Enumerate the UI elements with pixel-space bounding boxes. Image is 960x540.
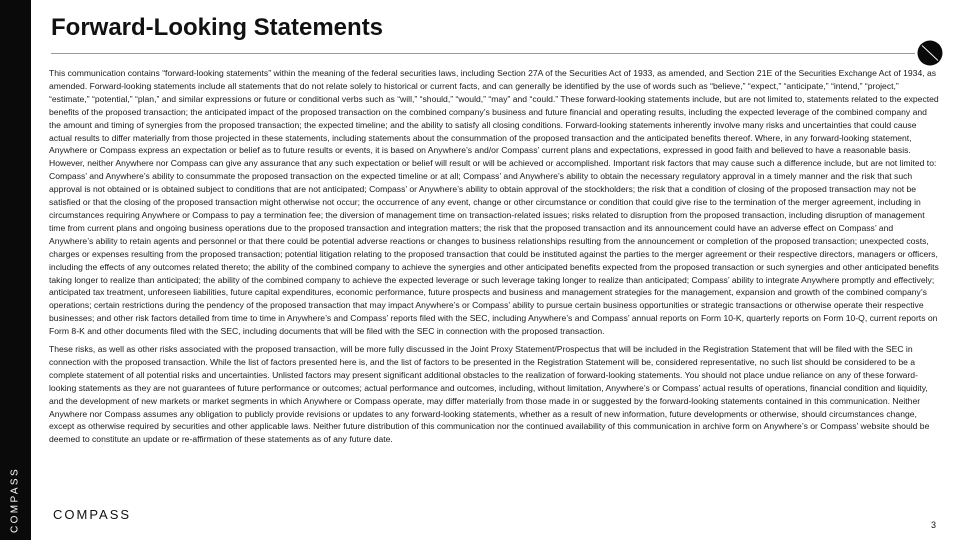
footer-logo: COMPASS [53,507,132,522]
page-number: 3 [930,520,936,530]
disclaimer-paragraph: This communication contains “forward-looking statements” within the meaning of the federal securities laws, including Section 27A of the Securities Act of 1933, as amended, and Section 21E of the Securities Exchange Act of 1934, as amended. Forward-looking statements include all statements that do not relate solely to historical or current facts, and can generally be identified by the use of words such as “believe,” “expect,” “anticipate,” “intend,” “project,” “estimate,” “potential,” “plan,” and similar expressions or future or conditional verbs such as “will,” “should,” “would,” “may” and “could.” These forward-looking statements include, but are not limited to, statements related to the expected benefits of the proposed transaction; the anticipated impact of the proposed transaction on the combined company’s business and future financial and operating results, including the expected leverage of the combined company and the amount and timing of synergies from the proposed transaction; the expected timeline; and the ability to satisfy all closing conditions. Forward-looking statements inherently involve many risks and uncertainties that could cause actual results to differ materially from those projected in these statements, including statements about the consummation of the proposed transaction and the anticipated benefits thereof. Where, in any forward-looking statement, Anywhere or Compass express an expectation or belief as to future results or events, it is based on Anywhere’s and/or Compass’ current plans and expectations, expressed in good faith and believed to have a reasonable basis. However, neither Anywhere nor Compass can give any assurance that any such expectation or belief will result or will be achieved or accomplished. Important risk factors that may cause such a difference include, but are not limited to: Compass’ and Anywhere’s ability to consummate the proposed transaction on the expected timeline or at all; Compass’ and Anywhere’s ability to obtain the necessary regulatory approval in a timely manner and the risk that such approval is not obtained or is obtained subject to conditions that are not anticipated; Compass’ or Anywhere’s ability to obtain approval of the stockholders; the risk that a condition of closing of the proposed transaction may not be satisfied or that the closing of the proposed transaction might otherwise not occur; the occurrence of any event, change or other circumstance or condition that could give rise to the termination of the merger agreement, including in circumstances requiring Anywhere or Compass to pay a termination fee; the diversion of management time on transaction-related issues; risks related to disruption from the proposed transaction, including disruption of management time from current plans and ongoing business operations due to the proposed transaction and integration matters; the risk that the proposed transaction and its announcement could have an adverse effect on Compass’ and Anywhere’s ability to retain agents and personnel or that there could be potential adverse reactions or changes to business relationships resulting from the announcement or completion of the proposed transaction; unexpected costs, charges or expenses resulting from the proposed transaction; potential litigation relating to the proposed transaction that could be instituted against the parties to the merger agreement or their respective directors, managers or officers, including the effects of any outcomes related thereto; the ability of the combined company to achieve the synergies and other anticipated benefits expected from the proposed transaction or such synergies and other anticipated benefits taking longer to realize than anticipated; the ability of the combined company to achieve the expected leverage or such leverage taking longer to realize than anticipated; Compass’ ability to integrate Anywhere promptly and effectively; anticipated tax treatment, unforeseen liabilities, future capital expenditures, economic performance, future prospects and business and management strategies for the management, expansion and growth of the combined company’s operations; certain restrictions during the pendency of the proposed transaction that may impact Anywhere’s or Compass’ ability to pursue certain business opportunities or strategic transactions or otherwise operate their respective businesses; and other risk factors detailed from time to time in Anywhere’s and Compass’ reports filed with the SEC, including Anywhere’s and Compass’ annual reports on Form 10-K, quarterly reports on Form 10-Q, current reports on Form 8-K and other documents filed with the SEC, including documents that will be filed with the SEC in connection with the proposed transaction. [49,68,939,337]
slashed-circle-icon [916,39,944,67]
sidebar [0,0,31,540]
disclaimer-paragraph: These risks, as well as other risks associated with the proposed transaction, will be more fully discussed in the Joint Proxy Statement/Prospectus that will be included in the Registration Statement that will be filed with the SEC in connection with the proposed transaction. While the list of factors presented here is, and the list of factors to be presented in the Registration Statement will be, considered representative, no such list should be considered to be a complete statement of all potential risks and uncertainties. Unlisted factors may present significant additional obstacles to the realization of forward-looking statements. You should not place undue reliance on any of these forward-looking statements as they are not guarantees of future performance or outcomes; actual performance and outcomes, including, without limitation, Anywhere’s or Compass’ actual results of operations, financial condition and liquidity, and the development of new markets or market segments in which Anywhere or Compass operate, may differ materially from those made in or suggested by the forward-looking statements contained in this communication. Neither Anywhere nor Compass assumes any obligation to publicly provide revisions or updates to any forward-looking statements, whether as a result of new information, future developments or otherwise, should circumstances change, except as otherwise required by securities and other applicable laws. Neither future distribution of this communication nor the continued availability of this communication in archive form on Anywhere’s or Compass’ website should be deemed to constitute an update or re-affirmation of these statements as of any future date. [49,344,930,445]
disclaimer-body [49,67,939,451]
sidebar-brand-wordmark: COMPASS [9,466,21,534]
page-title: Forward-Looking Statements [51,14,384,41]
title-divider [51,53,915,54]
